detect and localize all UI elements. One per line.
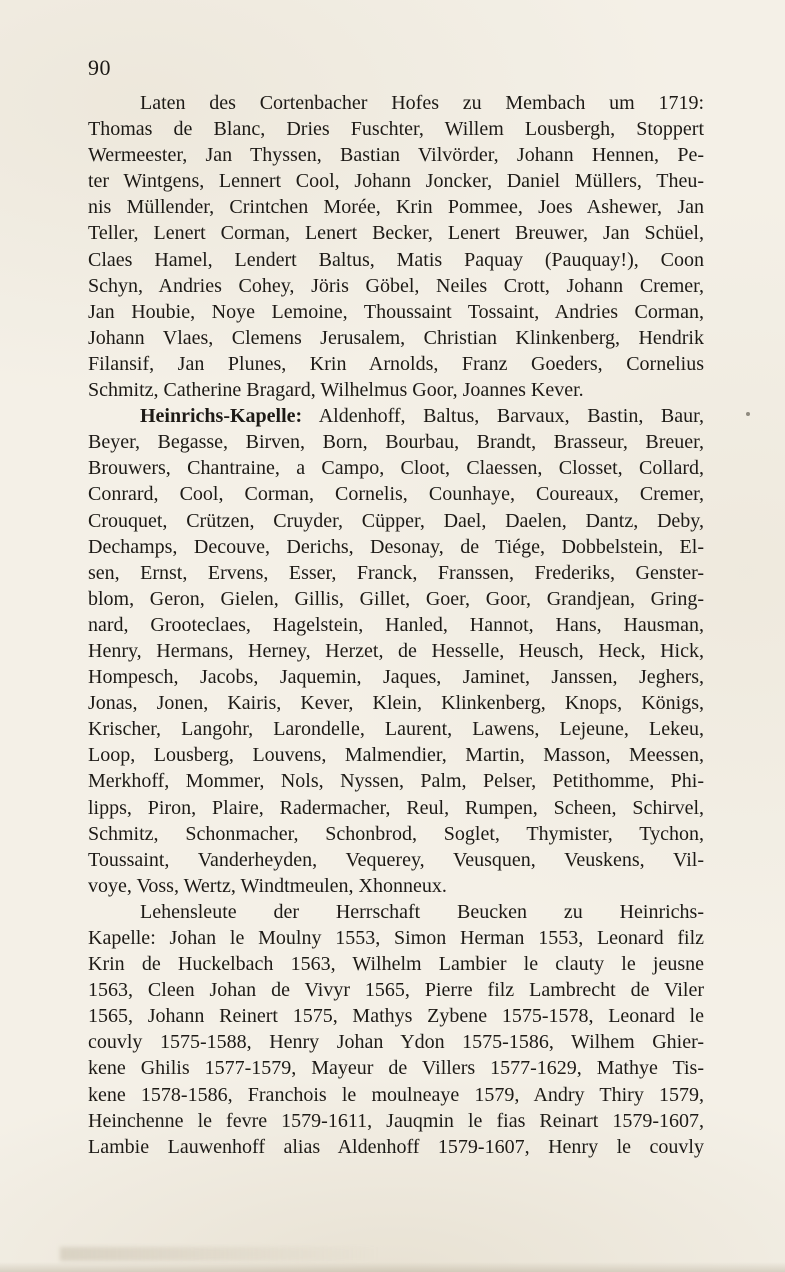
body-text-block <box>88 90 704 1160</box>
text-line <box>88 1029 704 1055</box>
text-run: Krin de Huckelbach 1563, Wilhelm Lambier le clauty le jeusne <box>88 953 704 976</box>
text-line <box>88 351 704 377</box>
text-run: Schyn, Andries Cohey, Jöris Göbel, Neiles Crott, Johann Cremer, <box>88 274 704 297</box>
text-run: 1565, Johann Reinert 1575, Mathys Zybene 1575-1578, Leonard le <box>88 1005 704 1028</box>
text-run: Thomas de Blanc, Dries Fuschter, Willem Lousbergh, Stoppert <box>88 118 704 141</box>
text-run: Heinchenne le fevre 1579-1611, Jauqmin le fias Reinart 1579-1607, <box>88 1109 704 1132</box>
text-line <box>88 273 704 299</box>
text-line <box>88 1108 704 1134</box>
bold-run: Heinrichs-Kapelle: <box>140 405 303 428</box>
text-run: Lehensleute der Herrschaft Beucken zu Heinrichs- <box>140 900 704 923</box>
paragraph <box>88 90 704 403</box>
text-run: blom, Geron, Gielen, Gillis, Gillet, Goer, Goor, Grandjean, Gring- <box>88 587 704 610</box>
text-line <box>88 690 704 716</box>
text-line <box>88 586 704 612</box>
text-line <box>88 925 704 951</box>
text-run: Loop, Lousberg, Louvens, Malmendier, Martin, Masson, Meessen, <box>88 744 704 767</box>
text-line <box>88 1055 704 1081</box>
text-run: Crouquet, Crützen, Cruyder, Cüpper, Dael, Daelen, Dantz, Deby, <box>88 509 704 532</box>
text-line <box>88 560 704 586</box>
text-line <box>88 90 704 116</box>
text-line <box>88 951 704 977</box>
text-run: Brouwers, Chantraine, a Campo, Cloot, Claessen, Closset, Collard, <box>88 457 704 480</box>
text-line <box>88 1082 704 1108</box>
text-line <box>88 220 704 246</box>
text-run: Claes Hamel, Lendert Baltus, Matis Paquay (Pauquay!), Coon <box>88 248 704 271</box>
text-run: nard, Grooteclaes, Hagelstein, Hanled, Hannot, Hans, Hausman, <box>88 613 704 636</box>
text-run: Wermeester, Jan Thyssen, Bastian Vilvörder, Johann Hennen, Pe- <box>88 144 704 167</box>
text-line <box>88 716 704 742</box>
text-run: 1563, Cleen Johan de Vivyr 1565, Pierre filz Lambrecht de Viler <box>88 979 704 1002</box>
text-line <box>88 142 704 168</box>
text-line <box>88 429 704 455</box>
margin-ink-speck <box>746 412 750 416</box>
text-line <box>88 116 704 142</box>
text-line <box>88 742 704 768</box>
text-line <box>88 194 704 220</box>
text-line <box>88 377 704 403</box>
text-run: Toussaint, Vanderheyden, Vequerey, Veusquen, Veuskens, Vil- <box>88 848 704 871</box>
text-line <box>88 455 704 481</box>
text-run: Jonas, Jonen, Kairis, Kever, Klein, Klinkenberg, Knops, Königs, <box>88 692 704 715</box>
text-run: kene Ghilis 1577-1579, Mayeur de Villers 1577-1629, Mathye Tis- <box>88 1057 704 1080</box>
text-line <box>88 847 704 873</box>
text-line <box>88 664 704 690</box>
text-line <box>88 873 704 899</box>
text-line <box>88 508 704 534</box>
text-line <box>88 768 704 794</box>
text-run: Johann Vlaes, Clemens Jerusalem, Christian Klinkenberg, Hendrik <box>88 326 704 349</box>
text-run: Dechamps, Decouve, Derichs, Desonay, de Tiége, Dobbelstein, El- <box>88 535 704 558</box>
text-line <box>88 821 704 847</box>
text-run: couvly 1575-1588, Henry Johan Ydon 1575-1586, Wilhem Ghier- <box>88 1031 704 1054</box>
text-line <box>88 795 704 821</box>
text-line <box>88 534 704 560</box>
text-run: Filansif, Jan Plunes, Krin Arnolds, Franz Goeders, Cornelius <box>88 352 704 375</box>
text-run: ter Wintgens, Lennert Cool, Johann Joncker, Daniel Müllers, Theu- <box>88 170 704 193</box>
text-line <box>88 481 704 507</box>
text-run: Henry, Hermans, Herney, Herzet, de Hesselle, Heusch, Heck, Hick, <box>88 639 704 662</box>
text-run: Schmitz, Catherine Bragard, Wilhelmus Goor, Joannes Kever. <box>88 379 584 402</box>
text-run: Aldenhoff, Baltus, Barvaux, Bastin, Baur, <box>302 405 704 428</box>
text-line <box>88 1134 704 1160</box>
text-line <box>88 638 704 664</box>
text-line <box>88 899 704 925</box>
text-line <box>88 403 704 429</box>
text-run: Merkhoff, Mommer, Nols, Nyssen, Palm, Pelser, Petithomme, Phi- <box>88 770 704 793</box>
text-line <box>88 612 704 638</box>
text-run: sen, Ernst, Ervens, Esser, Franck, Franssen, Frederiks, Genster- <box>88 561 704 584</box>
text-run: Jan Houbie, Noye Lemoine, Thoussaint Tossaint, Andries Corman, <box>88 300 704 323</box>
text-run: Hompesch, Jacobs, Jaquemin, Jaques, Jaminet, Janssen, Jeghers, <box>88 666 704 689</box>
page-number: 90 <box>88 55 111 80</box>
text-line <box>88 1003 704 1029</box>
text-line <box>88 299 704 325</box>
text-line <box>88 325 704 351</box>
text-run: Krischer, Langohr, Larondelle, Laurent, Lawens, Lejeune, Lekeu, <box>88 718 704 741</box>
text-run: voye, Voss, Wertz, Windtmeulen, Xhonneux. <box>88 874 447 897</box>
text-run: Teller, Lenert Corman, Lenert Becker, Lenert Breuwer, Jan Schüel, <box>88 222 704 245</box>
text-run: lipps, Piron, Plaire, Radermacher, Reul, Rumpen, Scheen, Schirvel, <box>88 796 704 819</box>
text-run: nis Müllender, Crintchen Morée, Krin Pommee, Joes Ashewer, Jan <box>88 196 704 219</box>
text-run: Kapelle: Johan le Moulny 1553, Simon Herman 1553, Leonard filz <box>88 927 704 949</box>
text-run: kene 1578-1586, Franchois le moulneaye 1579, Andry Thiry 1579, <box>88 1083 704 1106</box>
scan-edge-smudge <box>60 1247 380 1261</box>
text-run: Laten des Cortenbacher Hofes zu Membach um 1719: <box>140 92 704 114</box>
paragraph <box>88 899 704 1160</box>
text-line <box>88 168 704 194</box>
text-run: Conrard, Cool, Corman, Cornelis, Counhaye, Coureaux, Cremer, <box>88 483 704 506</box>
paragraph <box>88 403 704 899</box>
text-run: Lambie Lauwenhoff alias Aldenhoff 1579-1607, Henry le couvly <box>88 1135 704 1158</box>
text-run: Schmitz, Schonmacher, Schonbrod, Soglet, Thymister, Tychon, <box>88 822 704 845</box>
text-run: Beyer, Begasse, Birven, Born, Bourbau, Brandt, Brasseur, Breuer, <box>88 431 704 454</box>
text-line <box>88 977 704 1003</box>
text-line <box>88 247 704 273</box>
